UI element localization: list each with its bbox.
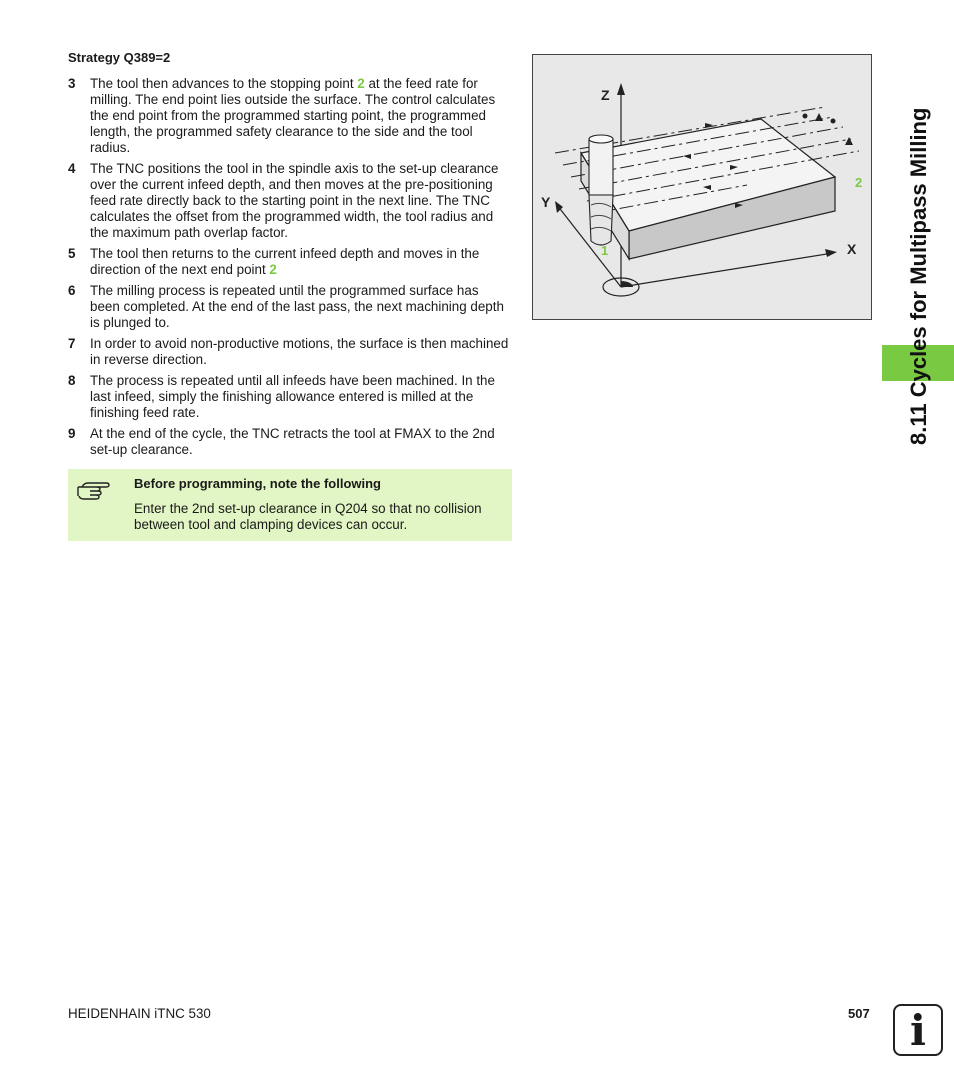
x-axis-label: X	[847, 241, 857, 257]
step-number: 9	[68, 426, 76, 441]
step-number: 6	[68, 283, 76, 298]
list-item	[68, 426, 512, 458]
note-title: Before programming, note the following	[134, 476, 381, 491]
info-icon: i	[893, 1004, 943, 1056]
y-axis-label: Y	[541, 194, 551, 210]
list-item	[68, 336, 512, 368]
step-text: The milling process is repeated until the programmed surface has been completed. At the end of the last pass, the next machining depth is plunged to.	[90, 283, 504, 330]
pointing-hand-icon	[76, 479, 110, 508]
page-number: 507	[848, 1006, 870, 1021]
step-number: 7	[68, 336, 76, 351]
list-item	[68, 76, 512, 156]
point-ref: 2	[269, 262, 277, 277]
steps-list	[68, 76, 512, 463]
step-text: The TNC positions the tool in the spindle axis to the set-up clearance over the current infeed depth, and then moves at the pre-positioning feed rate directly back to the starting point in the next line. The TNC calculates the offset from the programmed width, the tool radius and the maximum path overlap factor.	[90, 161, 499, 240]
point-2-label: 2	[855, 175, 863, 190]
footer-product: HEIDENHAIN iTNC 530	[68, 1006, 211, 1021]
point-ref: 2	[357, 76, 365, 91]
z-axis-label: Z	[601, 87, 610, 103]
milling-diagram-svg	[533, 55, 871, 319]
step-text: The process is repeated until all infeeds have been machined. In the last infeed, simply the finishing allowance entered is milled at the finishing feed rate.	[90, 373, 495, 420]
list-item	[68, 373, 512, 421]
step-text: The tool then advances to the stopping point 2 at the feed rate for milling. The end point lies outside the surface. The control calculates the end point from the programmed starting point, the programmed length, the programmed safety clearance to the side and the tool radius.	[90, 76, 496, 155]
list-item	[68, 246, 512, 278]
step-number: 3	[68, 76, 76, 91]
step-number: 8	[68, 373, 76, 388]
section-heading: Strategy Q389=2	[68, 50, 171, 65]
step-number: 5	[68, 246, 76, 261]
end-mill-tool	[589, 135, 613, 245]
list-item	[68, 161, 512, 241]
step-text: At the end of the cycle, the TNC retracts the tool at FMAX to the 2nd set-up clearance.	[90, 426, 495, 457]
chapter-title: 8.11 Cycles for Multipass Milling	[906, 107, 931, 445]
step-text: The tool then returns to the current infeed depth and moves in the direction of the next end point 2	[90, 246, 480, 277]
x-axis-arrow	[825, 249, 837, 257]
step-number: 4	[68, 161, 76, 176]
z-axis-arrow	[617, 83, 625, 95]
note-box	[68, 469, 512, 541]
note-body: Enter the 2nd set-up clearance in Q204 so that no collision between tool and clamping devices can occur.	[134, 501, 482, 532]
list-item	[68, 283, 512, 331]
milling-diagram	[532, 54, 872, 320]
point-1-label: 1	[601, 243, 609, 258]
step-text: In order to avoid non-productive motions, the surface is then machined in reverse direction.	[90, 336, 509, 367]
